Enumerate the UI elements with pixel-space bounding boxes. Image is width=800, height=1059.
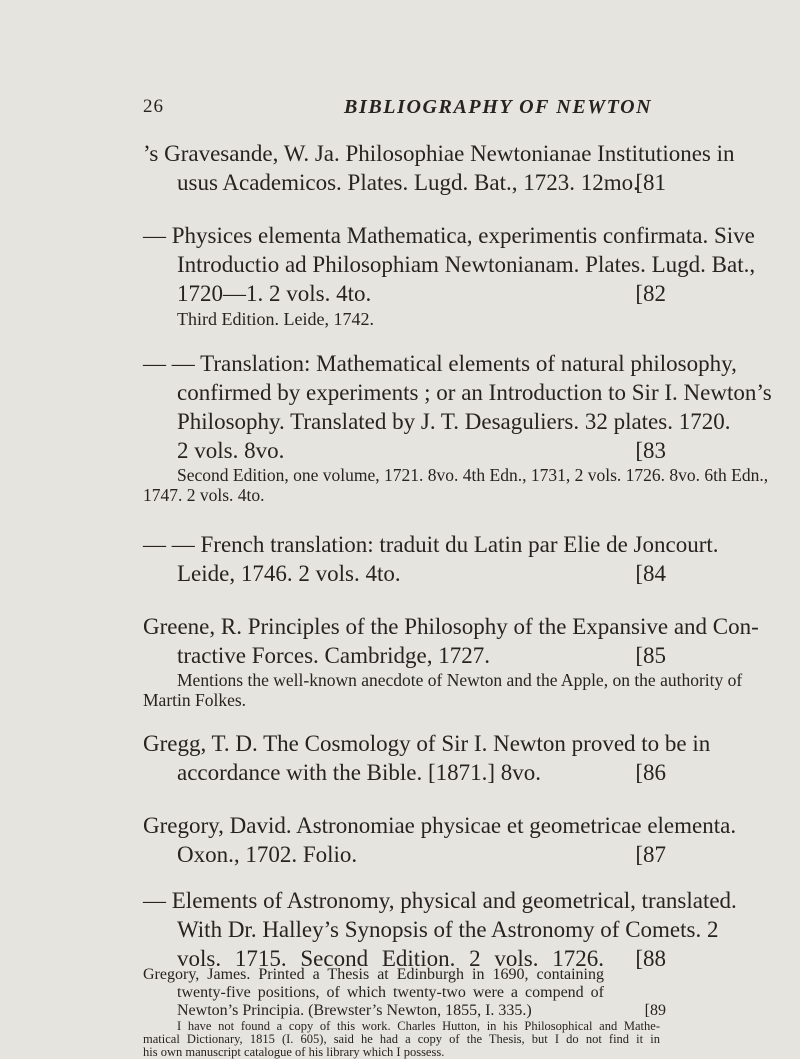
entry-number: [85 [635, 643, 666, 668]
entry-line: Greene, R. Principles of the Philosophy of the Expansive and Con- [143, 614, 759, 639]
running-title: BIBLIOGRAPHY OF NEWTON [344, 96, 653, 118]
entry-88 [143, 886, 737, 973]
entry-number: [88 [635, 946, 666, 971]
entry-line: Philosophy. Translated by J. T. Desaguliers. 32 plates. 1720. [177, 409, 731, 434]
entry-84 [143, 530, 719, 588]
footnote-line: matical Dictionary, 1815 (I. 605), said he had a copy of the Thesis, but I do not find it in [143, 1032, 660, 1046]
entry-line: 2 vols. 8vo. [177, 438, 285, 463]
entry-line: — — French translation: traduit du Latin par Elie de Joncourt. [143, 532, 719, 557]
entry-83 [143, 349, 772, 505]
entry-line: accordance with the Bible. [1871.] 8vo. [177, 760, 542, 785]
footnote-line: Second Edition, one volume, 1721. 8vo. 4th Edn., 1731, 2 vols. 1726. 8vo. 6th Edn., [177, 465, 769, 485]
entry-number: [87 [635, 842, 666, 867]
footnote-line: Mentions the well-known anecdote of Newton and the Apple, on the authority of [177, 670, 743, 690]
entry-line: Gregory, James. Printed a Thesis at Edinburgh in 1690, containing [143, 966, 604, 983]
entry-number: [81 [635, 170, 666, 195]
entry-line: confirmed by experiments ; or an Introduction to Sir I. Newton’s [177, 380, 772, 405]
footnote-line: his own manuscript catalogue of his library which I possess. [143, 1045, 445, 1059]
entry-line: With Dr. Halley’s Synopsis of the Astronomy of Comets. 2 [177, 917, 719, 942]
entry-number: [86 [635, 760, 666, 785]
entry-line: 1720—1. 2 vols. 4to. [177, 281, 372, 306]
entry-line: ’s Gravesande, W. Ja. Philosophiae Newtonianae Institutiones in [143, 141, 735, 166]
entry-87 [143, 811, 737, 869]
entry-85 [143, 612, 759, 710]
entry-81 [143, 139, 735, 197]
entry-86 [143, 729, 711, 787]
entry-line: Oxon., 1702. Folio. [177, 842, 358, 867]
page-header [0, 96, 800, 126]
entry-line: Gregg, T. D. The Cosmology of Sir I. Newton proved to be in [143, 731, 711, 756]
entry-line: Introductio ad Philosophiam Newtonianam. Plates. Lugd. Bat., [177, 252, 756, 277]
entry-number: [84 [635, 561, 666, 586]
entry-number: [82 [635, 281, 666, 306]
edition-note: Third Edition. Leide, 1742. [177, 309, 374, 329]
entry-82 [143, 221, 756, 330]
entry-line: — Elements of Astronomy, physical and geometrical, translated. [143, 888, 737, 913]
entry-line: — — Translation: Mathematical elements of natural philosophy, [143, 351, 737, 376]
footnote-line: 1747. 2 vols. 4to. [143, 485, 265, 505]
page-number: 26 [143, 96, 164, 117]
entry-line: vols. 1715. Second Edition. 2 vols. 1726. [177, 946, 604, 971]
entry-number: [83 [635, 438, 666, 463]
entry-line: tractive Forces. Cambridge, 1727. [177, 643, 490, 668]
entry-line: Gregory, David. Astronomiae physicae et geometricae elementa. [143, 813, 737, 838]
entry-line: twenty-five positions, of which twenty-two were a compend of [177, 984, 604, 1001]
entry-line: — Physices elementa Mathematica, experimentis confirmata. Sive [143, 223, 755, 248]
entry-89 [143, 966, 666, 1059]
footnote-line: Martin Folkes. [143, 690, 247, 710]
entry-line: Leide, 1746. 2 vols. 4to. [177, 561, 401, 586]
entry-line: Newton’s Principia. (Brewster’s Newton, 1855, I. 335.) [177, 1002, 532, 1019]
footnote-line: I have not found a copy of this work. Charles Hutton, in his Philosophical and Mathe- [177, 1019, 660, 1033]
entry-line: usus Academicos. Plates. Lugd. Bat., 1723. 12mo. [177, 170, 639, 195]
entry-number: [89 [644, 1002, 666, 1019]
